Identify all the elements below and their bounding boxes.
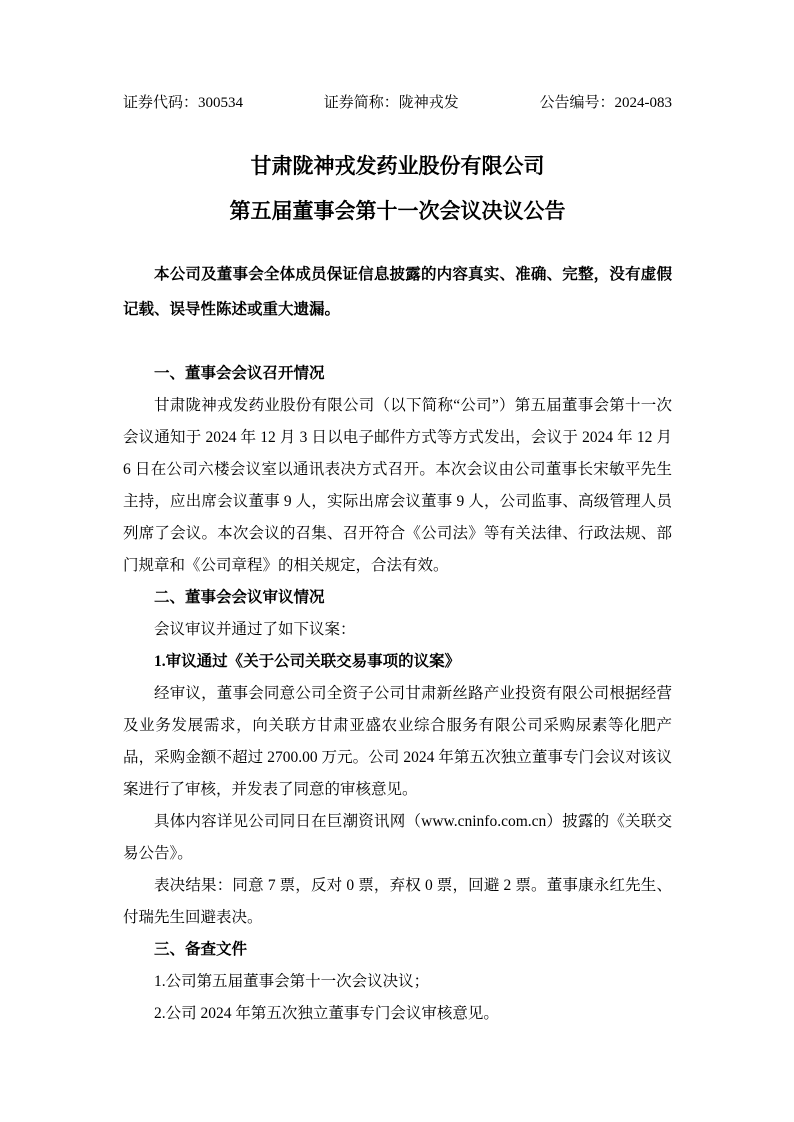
disclosure-statement: 本公司及董事会全体成员保证信息披露的内容真实、准确、完整，没有虚假记载、误导性陈述或重大遗漏。 [123,266,672,318]
section-one-paragraph: 甘肃陇神戎发药业股份有限公司（以下简称“公司”）第五届董事会第十一次会议通知于 2024 年 12 月 3 日以电子邮件方式等方式发出，会议于 2024 年 12 月 6 日在公司六楼会议室以通讯表决方式召开。本次会议由公司董事长宋敏平先生主持，应出席会议董事 9 人，实际出席会议董事 9 人，公司监事、高级管理人员列席了会议。本次会议的召集、召开符合《公司法》等有关法律、行政法规、部门规章和《公司章程》的相关规定，合法有效。 [123,397,672,574]
stock-name-value: 陇神戎发 [398,95,459,111]
proposal-one-vote-result-paragraph: 表决结果：同意 7 票，反对 0 票，弃权 0 票，回避 2 票。董事康永红先生、付瑞先生回避表决。 [123,877,672,926]
reference-document-item-2: 2.公司 2024 年第五次独立董事专门会议审核意见。 [154,1005,499,1022]
document-header [123,95,672,111]
proposal-one-review-paragraph: 经审议，董事会同意公司全资子公司甘肃新丝路产业投资有限公司根据经营及业务发展需求，向关联方甘肃亚盛农业综合服务有限公司采购尿素等化肥产品，采购金额不超过 2700.00 万元。公司 2024 年第五次独立董事专门会议对该议案进行了审核，并发表了同意的审核意见。 [123,685,672,798]
stock-name [324,95,459,111]
reference-document-item-1: 1.公司第五届董事会第十一次会议决议； [154,973,430,990]
announcement-number-label: 公告编号： [539,95,615,111]
proposal-one-disclosure-paragraph: 具体内容详见公司同日在巨潮资讯网（www.cninfo.com.cn）披露的《关联交易公告》。 [123,813,672,862]
stock-code-value: 300534 [198,95,244,111]
section-three-heading: 三、备查文件 [154,941,248,958]
stock-name-label: 证券简称： [323,95,399,111]
announcement-title: 第五届董事会第十一次会议决议公告 [229,199,566,223]
proposal-one-heading: 1.审议通过《关于公司关联交易事项的议案》 [154,653,461,670]
announcement-number-value: 2024-083 [614,95,672,111]
announcement-number [539,95,672,111]
stock-code [123,95,243,111]
section-two-heading: 二、董事会会议审议情况 [154,589,325,606]
section-one-heading: 一、董事会会议召开情况 [154,365,325,382]
company-name-title: 甘肃陇神戎发药业股份有限公司 [250,154,545,178]
stock-code-label: 证券代码： [123,95,199,111]
section-two-intro: 会议审议并通过了如下议案： [154,621,356,638]
